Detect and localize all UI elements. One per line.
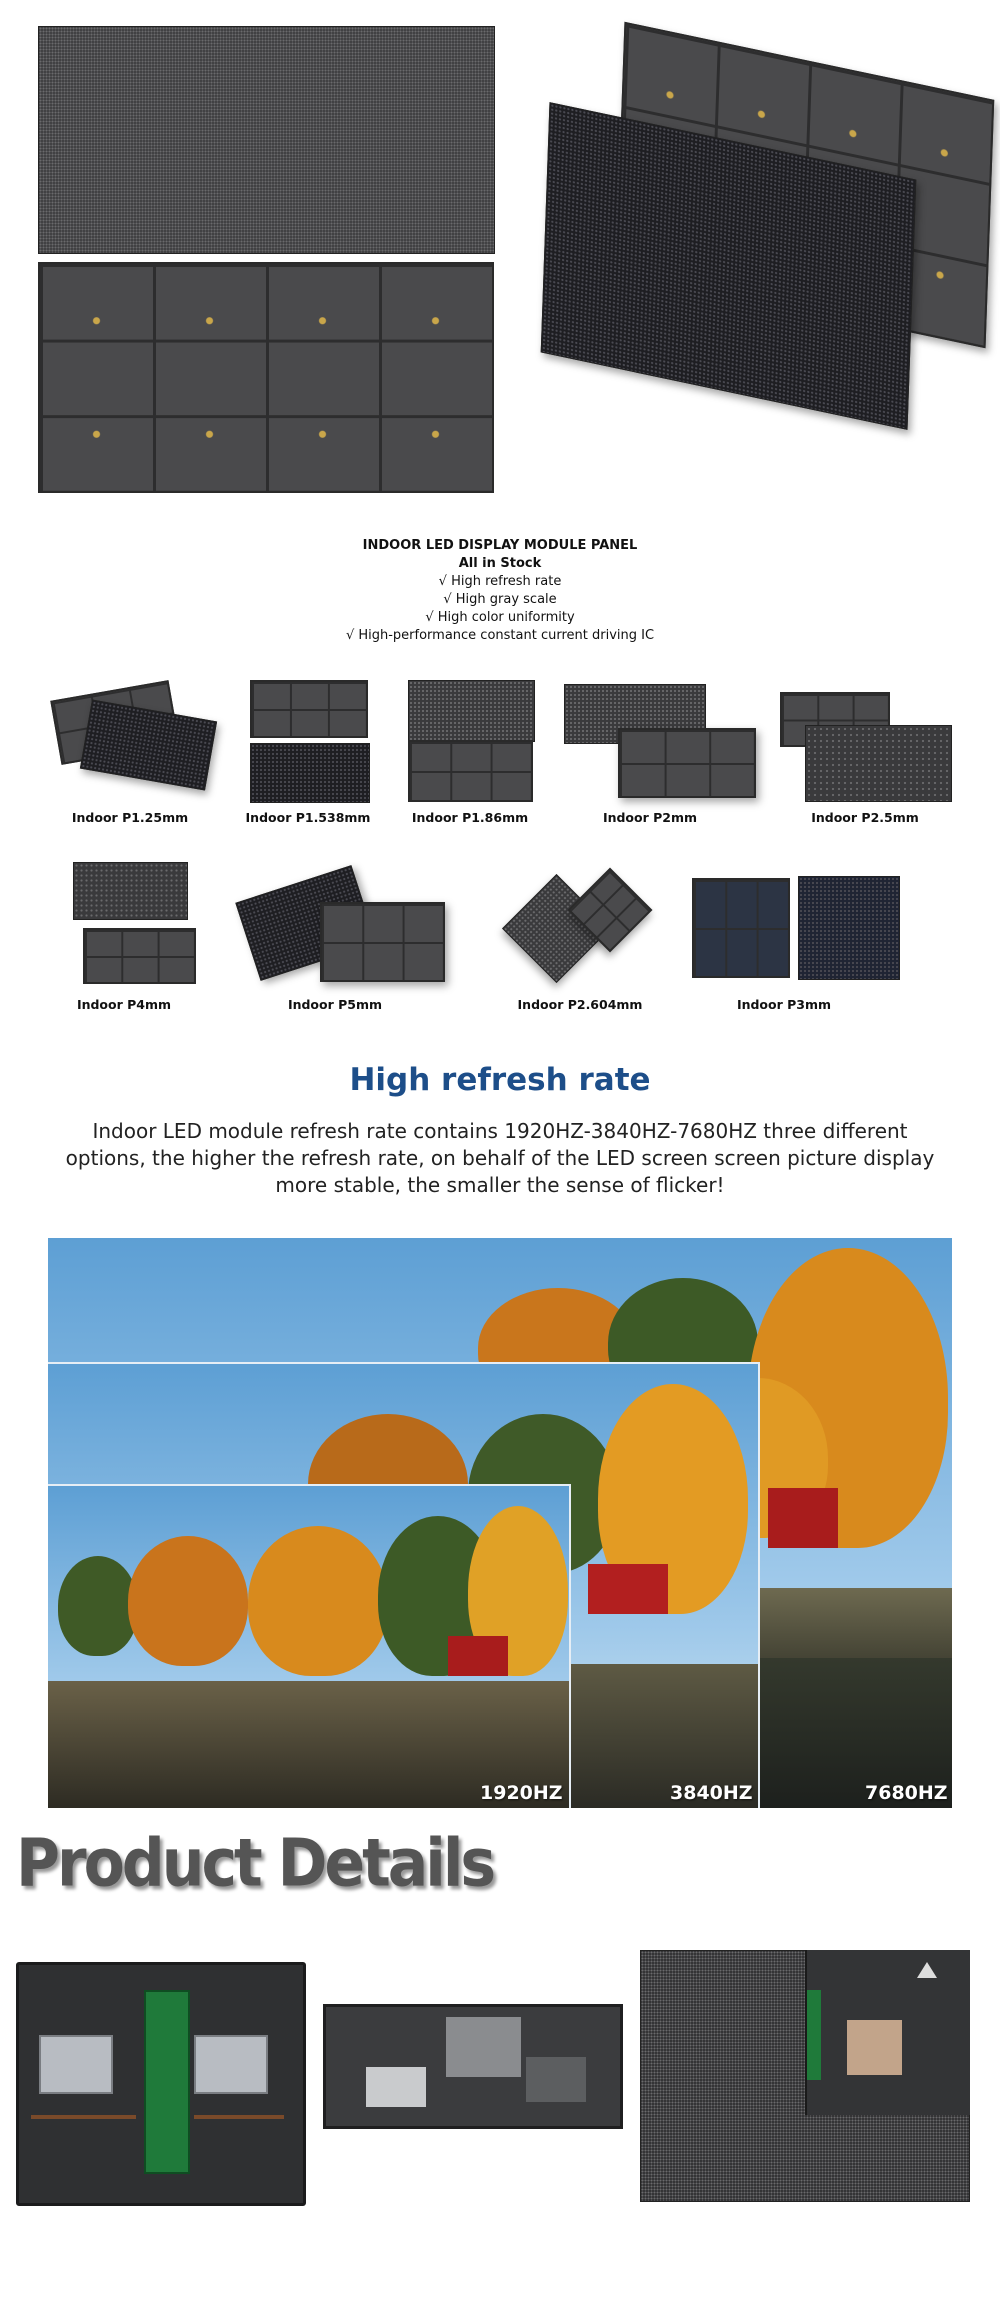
refresh-comparison-1920 (48, 1484, 571, 1808)
product-image-back (692, 878, 790, 978)
product-label: Indoor P1.538mm (245, 810, 371, 825)
product-image-front (73, 862, 188, 920)
product-label: Indoor P1.25mm (71, 810, 189, 825)
refresh-rate-label-7680: 7680HZ (865, 1782, 948, 1804)
product-label: Indoor P3mm (736, 997, 832, 1012)
refresh-rate-label-1920: 1920HZ (480, 1782, 563, 1804)
product-image-front (250, 743, 370, 803)
refresh-heading: High refresh rate (349, 1062, 651, 1098)
product-item[interactable] (690, 860, 910, 1020)
product-image-front (805, 725, 952, 802)
product-label: Indoor P1.86mm (411, 810, 529, 825)
detail-image-cabinet (16, 1962, 306, 2206)
detail-image-back-panel (323, 2004, 623, 2129)
detail-image-open-back (805, 1950, 970, 2115)
feature-item: √ High refresh rate (438, 574, 562, 589)
product-image-back (618, 728, 756, 798)
product-label: Indoor P5mm (287, 997, 383, 1012)
product-image-back (320, 902, 445, 982)
product-image-back (83, 928, 196, 984)
product-item[interactable] (775, 680, 965, 830)
product-label: Indoor P2.604mm (517, 997, 643, 1012)
product-item[interactable] (40, 680, 230, 830)
product-image-back (250, 680, 368, 738)
refresh-description-line: Indoor LED module refresh rate contains 1920HZ-3840HZ-7680HZ three different (92, 1119, 908, 1143)
product-image-front (408, 680, 535, 742)
product-label: Indoor P4mm (76, 997, 172, 1012)
feature-item: √ High-performance constant current driving IC (345, 628, 655, 643)
product-item[interactable] (390, 680, 580, 830)
refresh-description-line: options, the higher the refresh rate, on behalf of the LED screen screen picture display (65, 1146, 935, 1170)
intro-title: INDOOR LED DISPLAY MODULE PANEL (362, 538, 638, 553)
intro-subtitle: All in Stock (458, 556, 542, 571)
product-item[interactable] (235, 860, 455, 1020)
product-item[interactable] (40, 860, 230, 1020)
product-label: Indoor P2.5mm (811, 810, 919, 825)
product-image-back (408, 740, 533, 802)
hero-module-front-flat (38, 26, 495, 254)
hero-module-back-flat (38, 262, 494, 493)
product-label: Indoor P2mm (602, 810, 698, 825)
product-item[interactable] (490, 860, 670, 1020)
product-item[interactable] (218, 680, 408, 830)
feature-item: √ High gray scale (443, 592, 557, 607)
product-item[interactable] (560, 680, 760, 830)
product-image-front (80, 700, 217, 791)
feature-item: √ High color uniformity (425, 610, 575, 625)
refresh-description-line: more stable, the smaller the sense of flicker! (275, 1173, 725, 1197)
product-image-front (798, 876, 900, 980)
refresh-rate-label-3840: 3840HZ (670, 1782, 753, 1804)
product-details-heading: Product Details (16, 1825, 494, 1902)
